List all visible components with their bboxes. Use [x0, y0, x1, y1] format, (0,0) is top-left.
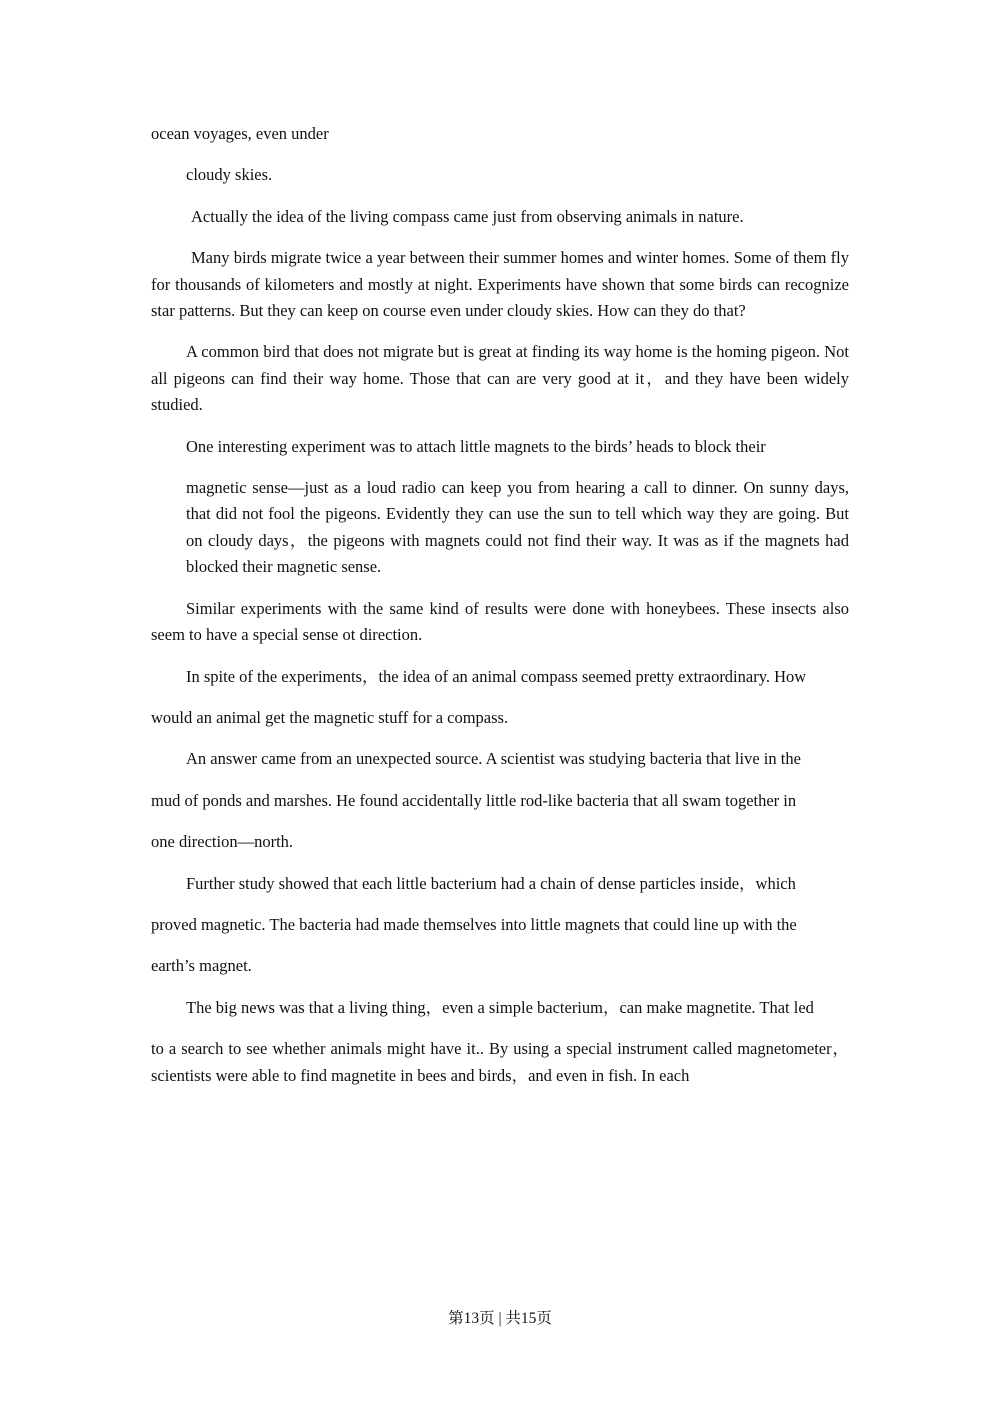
page-footer [0, 1307, 1000, 1331]
paragraph-5: A common bird that does not migrate but is great at finding its way home is the homing pigeon. Not all pigeons can find their way home. Those that can are very good at it，and they have been widely studied. [151, 342, 849, 415]
paragraph-15: proved magnetic. The bacteria had made themselves into little magnets that could line up with the [151, 914, 797, 934]
paragraph-17: The big news was that a living thing，even a simple bacterium，can make magnetite. That led [186, 997, 814, 1017]
paragraph-6: One interesting experiment was to attach little magnets to the birds’ heads to block their [186, 436, 766, 456]
paragraph-4: Many birds migrate twice a year between their summer homes and winter homes. Some of them fly for thousands of kilometers and mostly at night. Experiments have shown that some birds can recognize star patterns. But they can keep on course even under cloudy skies. How can they do that? [151, 248, 849, 321]
paragraph-3: Actually the idea of the living compass came just from observing animals in nature. [191, 206, 744, 226]
paragraph-16: earth’s magnet. [151, 956, 252, 976]
paragraph-14: Further study showed that each little bacterium had a chain of dense particles inside，which [186, 873, 796, 893]
paragraph-9: In spite of the experiments，the idea of an animal compass seemed pretty extraordinary. How [186, 666, 807, 686]
paragraph-18: to a search to see whether animals might have it.. By using a special instrument called magnetometer，scientists were able to find magnetite in bees and birds，and even in fish. In each [151, 1039, 849, 1085]
paragraph-2: cloudy skies. [186, 165, 273, 185]
paragraph-8: Similar experiments with the same kind of results were done with honeybees. These insects also seem to have a special sense ot direction. [151, 598, 849, 645]
page-number: 第13页 | 共15页 [448, 1310, 552, 1327]
paragraph-11: An answer came from an unexpected source. A scientist was studying bacteria that live in the [186, 749, 801, 769]
paragraph-10: would an animal get the magnetic stuff for a compass. [151, 707, 509, 727]
paragraph-12: mud of ponds and marshes. He found accidentally little rod-like bacteria that all swam together in [151, 790, 797, 810]
body-text [151, 121, 849, 1104]
paragraph-13: one direction—north. [151, 832, 294, 852]
paragraph-7: magnetic sense—just as a loud radio can keep you from hearing a call to dinner. On sunny days, that did not fool the pigeons. Evidently they can use the sun to tell which way they are going. But on cloudy days，the pigeons with magnets could not find their way. It was as if the magnets had blocked their magnetic sense. [186, 478, 849, 577]
paragraph-1: ocean voyages, even under [151, 124, 329, 143]
